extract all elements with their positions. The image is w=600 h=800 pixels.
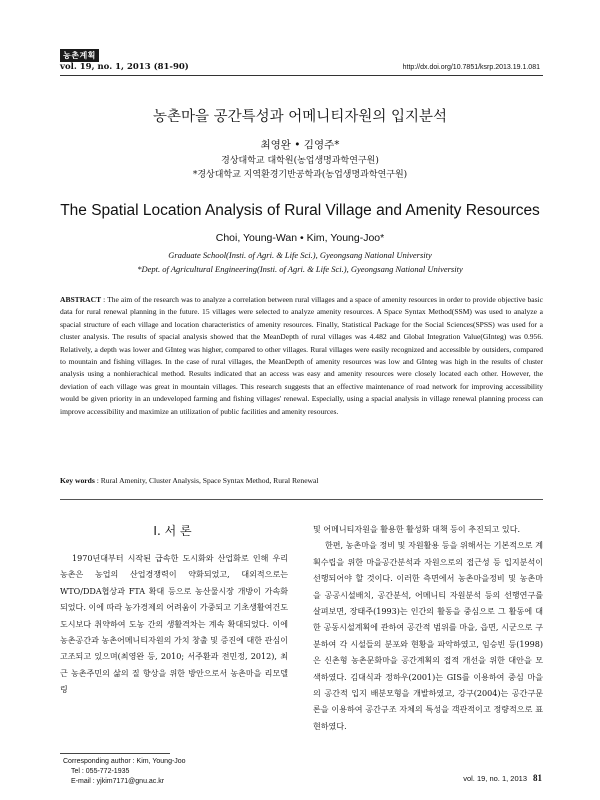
page-number: 81 (533, 773, 542, 783)
korean-affiliation-1: 경상대학교 대학원(농업생명과학연구원) (221, 156, 379, 166)
intro-heading: Ⅰ. 서 론 (153, 524, 192, 538)
intro-paragraph-1: 1970년대부터 시작된 급속한 도시화와 산업화로 인해 우리 농촌은 농업의 산업경쟁력이 약화되었고, 대외적으로는 WTO/DDA협상과 FTA 확대 등으로 농산물시장 개방이 가속화되었다. 이에 따라 농가경제의 어려움이 가중되고 기초생활여건도 도시보다 취약하여 도농 간의 생활격차는 계속 확대되었다. 이에 농촌공간과 농촌어메니티자원의 가치 창출 및 증진에 대한 관심이 고조되고 있으며(최영완 등, 2010; 서주환과 전민정, 2012), 최근 농촌주민의 삶의 질 향상을 위한 방안으로서 농촌마을 리모델링 (60, 554, 288, 695)
keywords (60, 476, 543, 485)
footer-volume: vol. 19, no. 1, 2013 (463, 774, 527, 783)
corresponding-author-tel: Tel : 055-772-1935 (71, 768, 130, 775)
keywords-divider (60, 499, 543, 500)
intro-paragraph-1-continued: 및 어메니티자원을 활용한 활성화 대책 등이 추진되고 있다. (313, 525, 521, 534)
corresponding-author (63, 757, 186, 787)
volume-line: vol. 19, no. 1, 2013 (81-90) (60, 62, 189, 72)
english-authors: Choi, Young-Wan • Kim, Young-Joo* (215, 232, 385, 244)
footnote-divider (60, 753, 170, 754)
korean-affiliation-2: *경상대학교 지역환경기반공학과(농업생명과학연구원) (192, 170, 408, 180)
intro-paragraph-2: 한편, 농촌마을 정비 및 자원활용 등을 위해서는 기본적으로 계획수립을 위한 마을공간분석과 자원으로의 접근성 등 입지분석이 선행되어야 할 것이다. 이러한 측면에서 농촌마을정비 및 농촌마을 공공시설배치, 공간분석, 어메니티 자원분석 등의 선행연구를 살펴보면, 장태주(1993)는 인간의 활동을 중심으로 그 활동에 대한 공동시설계획에 관하여 공간적 범위를 마을, 읍면, 시군으로 구분하여 각 시설들의 분포와 현황을 파악하였고, 임승빈 등(1998)은 신촌형 농촌문화마을 공간계획의 접적 개선을 위한 대안을 모색하였다. 김대식과 정하우(2001)는 GIS를 이용하여 중심 마을의 공간적 입지 배분모형을 개발하였고, 강구(2004)는 공간구문론을 이용하여 공간구조 자체의 특성을 객관적이고 정량적으로 표현하였다. (313, 541, 543, 731)
journal-logo: 농촌계획 (60, 49, 99, 62)
doi-link[interactable]: http://dx.doi.org/10.7851/ksrp.2013.19.1.081 (402, 64, 540, 71)
korean-authors: 최영완 • 김영주* (260, 139, 340, 151)
header-divider (60, 75, 543, 76)
corresponding-author-name: Corresponding author : Kim, Young-Joo (63, 758, 186, 765)
left-column (60, 551, 288, 699)
keywords-text: : Rural Amenity, Cluster Analysis, Space Syntax Method, Rural Renewal (96, 476, 319, 485)
english-affiliation-2: *Dept. of Agricultural Engineering(Insti. of Agri. & Life Sci.), Gyeongsang National University (137, 264, 463, 274)
right-column (313, 522, 543, 735)
abstract (60, 294, 543, 418)
corresponding-author-email: E-mail : yjkim7171@gnu.ac.kr (71, 778, 165, 785)
english-title: The Spatial Location Analysis of Rural Village and Amenity Resources (60, 202, 540, 219)
abstract-label: ABSTRACT (60, 295, 102, 304)
page-footer (463, 773, 542, 783)
abstract-text: : The aim of the research was to analyze a correlation between rural villages and a space of amenity resources in order to provide objective basic data for rural renewal planning in the future. 15 villages were selected to analyze amenity resources. A Space Syntax Method(SSM) was used to analyze a spacial structure of each village and location characteristics of amenity resources. Finally, Statistical Package for the Social Sciences(SPSS) was used for a cluster analysis. The results of spacial analysis showed that the MeanDepth of rural villages was 4.482 and Global Integration Value(GInteg) was 0.956. Relatively, a depth was lower and GInteg was higher, compared to other villages. Rural villages were easily recognized and accessible by outsiders, compared to mountain and fishing villages. In the case of rural villages, the MeanDepth of amenity resources was low and GInteg was high in the results of cluster analysis using a nonhierachical method. Results indicated that an access was easy and amenity resources were closely located each other. However, the deviation of each village was great in mountain villages. This research suggests that an effective maintenance of road network for improving accessibility would be given priority in an undeveloped farming and fishing villages' renewal. Especially, using a spacial analysis in village renewal planning process can improve accessibility and maximize an utilization of public facilities and amenity resources. (60, 295, 543, 416)
korean-title: 농촌마을 공간특성과 어메니티자원의 입지분석 (153, 109, 447, 125)
english-affiliation-1: Graduate School(Insti. of Agri. & Life Sci.), Gyeongsang National University (168, 250, 432, 260)
keywords-label: Key words (60, 476, 95, 485)
